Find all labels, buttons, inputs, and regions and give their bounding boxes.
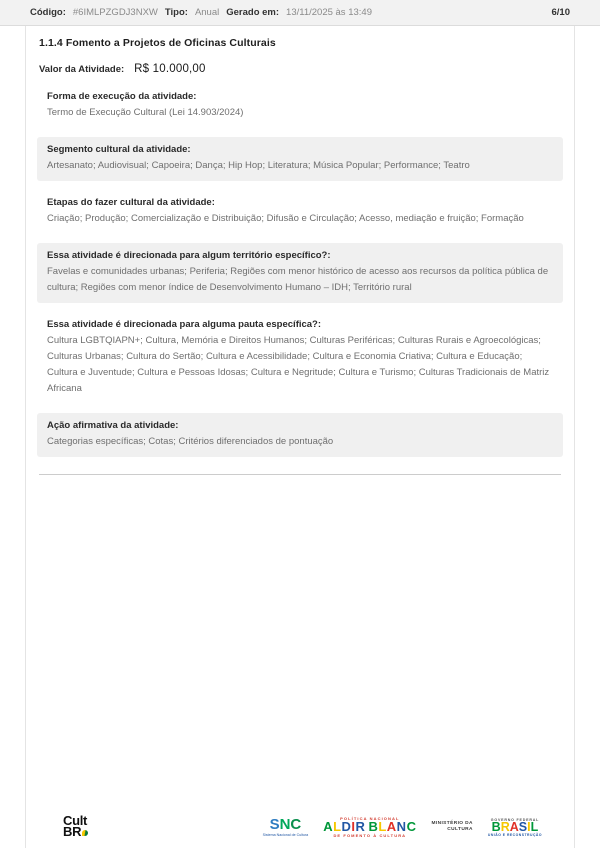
page-number: 6/10 [551, 7, 570, 18]
field-forma-execucao [37, 84, 563, 128]
brasil-top-text: GOVERNO FEDERAL [490, 817, 540, 822]
ministerio-cultura-logo: MINISTÉRIO DA CULTURA [431, 821, 473, 832]
aldir-bottom-text: DE FOMENTO À CULTURA [333, 833, 407, 838]
valor-atividade-value: R$ 10.000,00 [134, 63, 206, 75]
footer-logos [0, 796, 600, 848]
page-title: 1.1.4 Fomento a Projetos de Oficinas Culturais [39, 37, 276, 49]
cultbr-dot-icon [82, 830, 88, 836]
cultbr-line1: Cult [63, 813, 88, 828]
document-meta-bar [0, 0, 600, 26]
field-label: Forma de execução da atividade: [47, 91, 197, 102]
valor-atividade-row [39, 63, 563, 75]
field-acao-afirmativa [37, 413, 563, 457]
aldir-top-text: POLÍTICA NACIONAL [340, 816, 400, 821]
field-label: Etapas do fazer cultural da atividade: [47, 197, 215, 208]
snc-caption: Sistema Nacional de Cultura [262, 832, 309, 837]
codigo-label: Código: [30, 7, 66, 18]
field-value: Criação; Produção; Comercialização e Distribuição; Difusão e Circulação; Acesso, mediação e fruição; Formação [47, 213, 524, 224]
field-value: Cultura LGBTQIAPN+; Cultura, Memória e Direitos Humanos; Culturas Periféricas; Culturas Rurais e Agroecológicas; Culturas Urbanas; Cultura do Sertão; Cultura e Acessibilidade; Cultura e Economia Criativa; Cultura e Educação; Cultura e Juventude; Cultura e Pessoas Idosas; Cultura e Negritude; Cultura e Turismo; Culturas Tradicionais de Matriz Africana [47, 335, 550, 394]
field-pauta-especifica [37, 312, 563, 404]
cultbr-line2: BR [63, 826, 88, 837]
government-logos [263, 816, 542, 838]
field-value: Favelas e comunidades urbanas; Periferia; Regiões com menor histórico de acesso aos recursos da política pública de cultura; Regiões com menor índice de Desenvolvimento Humano – IDH; Território rural [47, 266, 549, 293]
snc-logo: SNC Sistema Nacional de Cultura [262, 815, 309, 837]
field-value: Categorias específicas; Cotas; Critérios diferenciados de pontuação [47, 436, 334, 447]
gerado-em-label: Gerado em: [226, 7, 280, 18]
gerado-em-value: 13/11/2025 às 13:49 [286, 7, 372, 18]
field-label: Essa atividade é direcionada para algum território específico?: [47, 250, 331, 261]
codigo-value: #6IMLPZGDJ3NXW [72, 7, 158, 18]
cultbr-logo [63, 815, 88, 837]
content-card [25, 26, 575, 848]
field-label: Ação afirmativa da atividade: [47, 420, 179, 431]
field-etapas-fazer-cultural [37, 190, 563, 234]
field-label: Essa atividade é direcionada para alguma pauta específica?: [47, 319, 322, 330]
aldir-blanc-logo: POLÍTICA NACIONAL ALDIR BLANC DE FOMENTO À CULTURA [323, 816, 417, 838]
field-segmento-cultural [37, 137, 563, 181]
field-territorio-especifico [37, 243, 563, 303]
field-value: Artesanato; Audiovisual; Capoeira; Dança; Hip Hop; Literatura; Música Popular; Performance; Teatro [47, 160, 470, 171]
field-label: Segmento cultural da atividade: [47, 144, 191, 155]
field-value: Termo de Execução Cultural (Lei 14.903/2024) [47, 107, 244, 118]
tipo-label: Tipo: [164, 7, 188, 18]
section-divider [39, 474, 561, 475]
tipo-value: Anual [194, 7, 220, 18]
document-meta [30, 7, 372, 18]
valor-atividade-label: Valor da Atividade: [39, 64, 125, 75]
brasil-bottom-text: UNIÃO E RECONSTRUÇÃO [487, 832, 542, 837]
governo-brasil-logo: GOVERNO FEDERAL BRASIL UNIÃO E RECONSTRUÇÃO [487, 817, 542, 837]
